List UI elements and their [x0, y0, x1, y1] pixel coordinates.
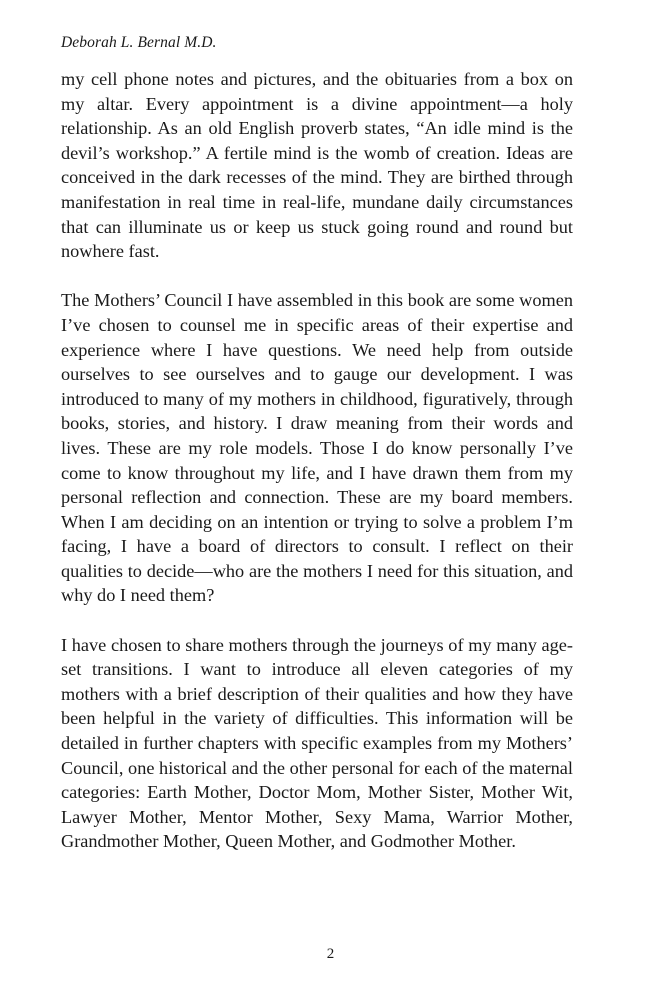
running-header-author: Deborah L. Bernal M.D. [61, 34, 217, 51]
body-text [61, 67, 573, 879]
paragraph-2: The Mothers’ Council I have assembled in this book are some women I’ve chosen to counsel me in specific areas of their expertise and experience where I have questions. We need help from outside ourselves to see ourselves and to gauge our development. I was introduced to many of my mothers in childhood, figuratively, through books, stories, and history. I draw meaning from their words and lives. These are my role models. Those I do know personally I’ve come to know throughout my life, and I have drawn them from my personal reflection and connection. These are my board members. When I am deciding on an intention or trying to solve a problem I’m facing, I have a board of directors to consult. I reflect on their qualities to decide—who are the mothers I need for this situation, and why do I need them? [61, 290, 573, 606]
page-number: 2 [326, 946, 335, 962]
paragraph-3: I have chosen to share mothers through the journeys of my many age-set transitions. I want to introduce all eleven categories of my mothers with a brief description of their qualities and how they have been helpful in the variety of difficulties. This information will be detailed in further chapters with specific examples from my Mothers’ Council, one historical and the other personal for each of the maternal categories: Earth Mother, Doctor Mom, Mother Sister, Mother Wit, Lawyer Mother, Mentor Mother, Sexy Mama, Warrior Mother, Grandmother Mother, Queen Mother, and Godmother Mother. [61, 634, 573, 852]
paragraph-1: my cell phone notes and pictures, and the obituaries from a box on my altar. Every appointment is a divine appointment—a holy relationship. As an old English proverb states, “An idle mind is the devil’s workshop.” A fertile mind is the womb of creation. Ideas are conceived in the dark recesses of the mind. They are birthed through manifestation in real time in real-life, mundane daily circumstances that can illuminate us or keep us stuck going round and round but nowhere fast. [61, 69, 573, 262]
